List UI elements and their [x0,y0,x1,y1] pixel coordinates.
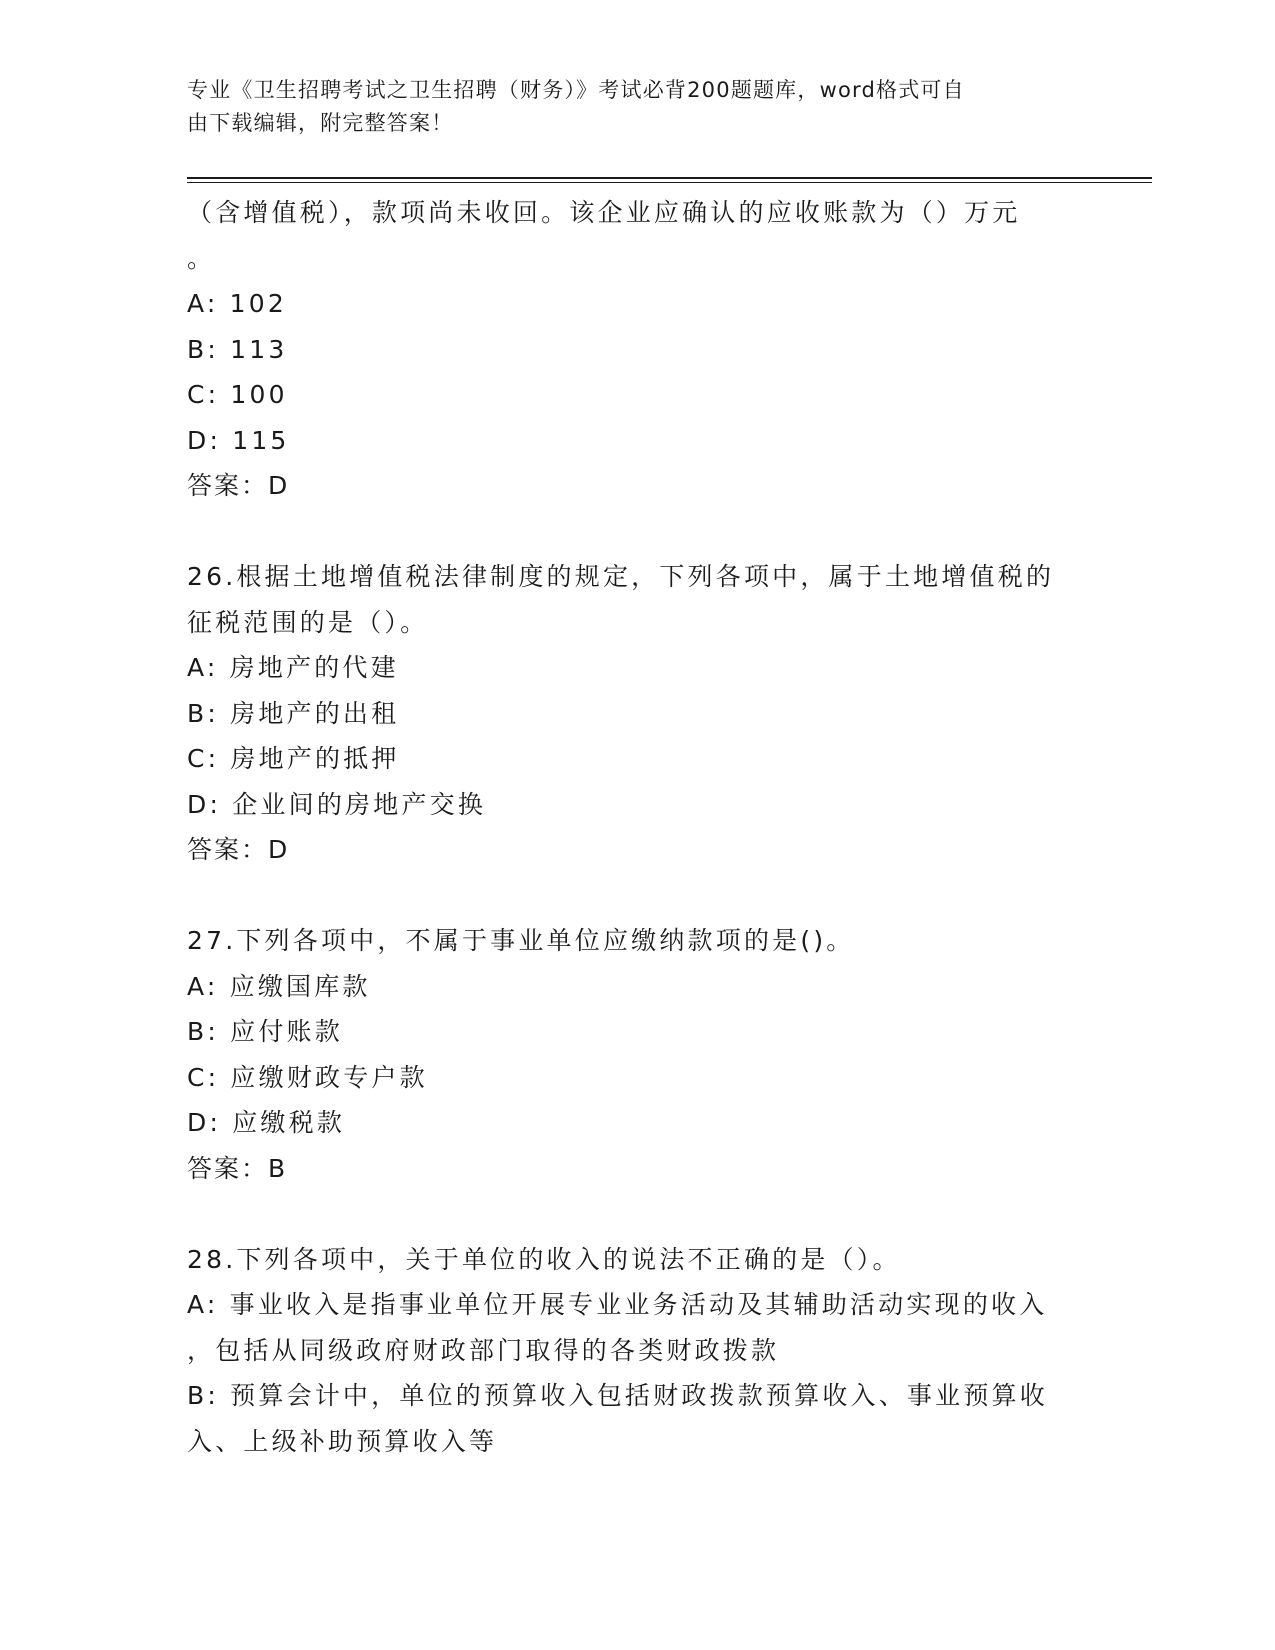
option-a: A: 事业收入是指事业单位开展专业业务活动及其辅助活动实现的收入 [187,1290,1048,1319]
option-b: B: 113 [187,334,288,364]
option-b: B: 应付账款 [187,1017,343,1046]
question-text: 27.下列各项中，不属于事业单位应缴纳款项的是()。 [187,926,855,955]
question-text: 28.下列各项中，关于单位的收入的说法不正确的是（）。 [187,1244,901,1274]
answer: 答案：D [187,835,290,864]
option-b-continued: 入、上级补助预算收入等 [187,1426,498,1456]
option-b: B: 房地产的出租 [187,698,400,728]
option-a: A: 房地产的代建 [187,653,399,682]
option-d: D: 应缴税款 [187,1108,346,1137]
option-a: A: 应缴国库款 [187,971,371,1001]
header-divider [187,177,1152,179]
option-c: C: 应缴财政专户款 [187,1062,428,1092]
option-c: C: 100 [187,380,288,409]
option-b: B: 预算会计中，单位的预算收入包括财政拨款预算收入、事业预算收 [187,1381,1048,1410]
option-d: D: 企业间的房地产交换 [187,789,487,819]
option-c: C: 房地产的抵押 [187,744,400,773]
page-header [187,74,1067,140]
header-divider-thin [187,182,1152,183]
question-text: （含增值税），款项尚未收回。该企业应确认的应收账款为（）万元 [187,198,1021,227]
question-text: 。 [187,243,216,273]
document-body [187,190,1087,1464]
answer: 答案：D [187,471,290,500]
header-line: 由下载编辑，附完整答案！ [187,111,454,135]
question-text: 26.根据土地增值税法律制度的规定，下列各项中，属于土地增值税的 [187,562,1055,591]
question-text: 征税范围的是（）。 [187,607,429,637]
header-line: 专业《卫生招聘考试之卫生招聘（财务）》考试必背200题题库，word格式可自 [187,78,965,102]
option-a: A: 102 [187,289,287,318]
option-a-continued: ，包括从同级政府财政部门取得的各类财政拨款 [187,1335,780,1365]
answer: 答案：B [187,1153,288,1183]
option-d: D: 115 [187,425,290,455]
